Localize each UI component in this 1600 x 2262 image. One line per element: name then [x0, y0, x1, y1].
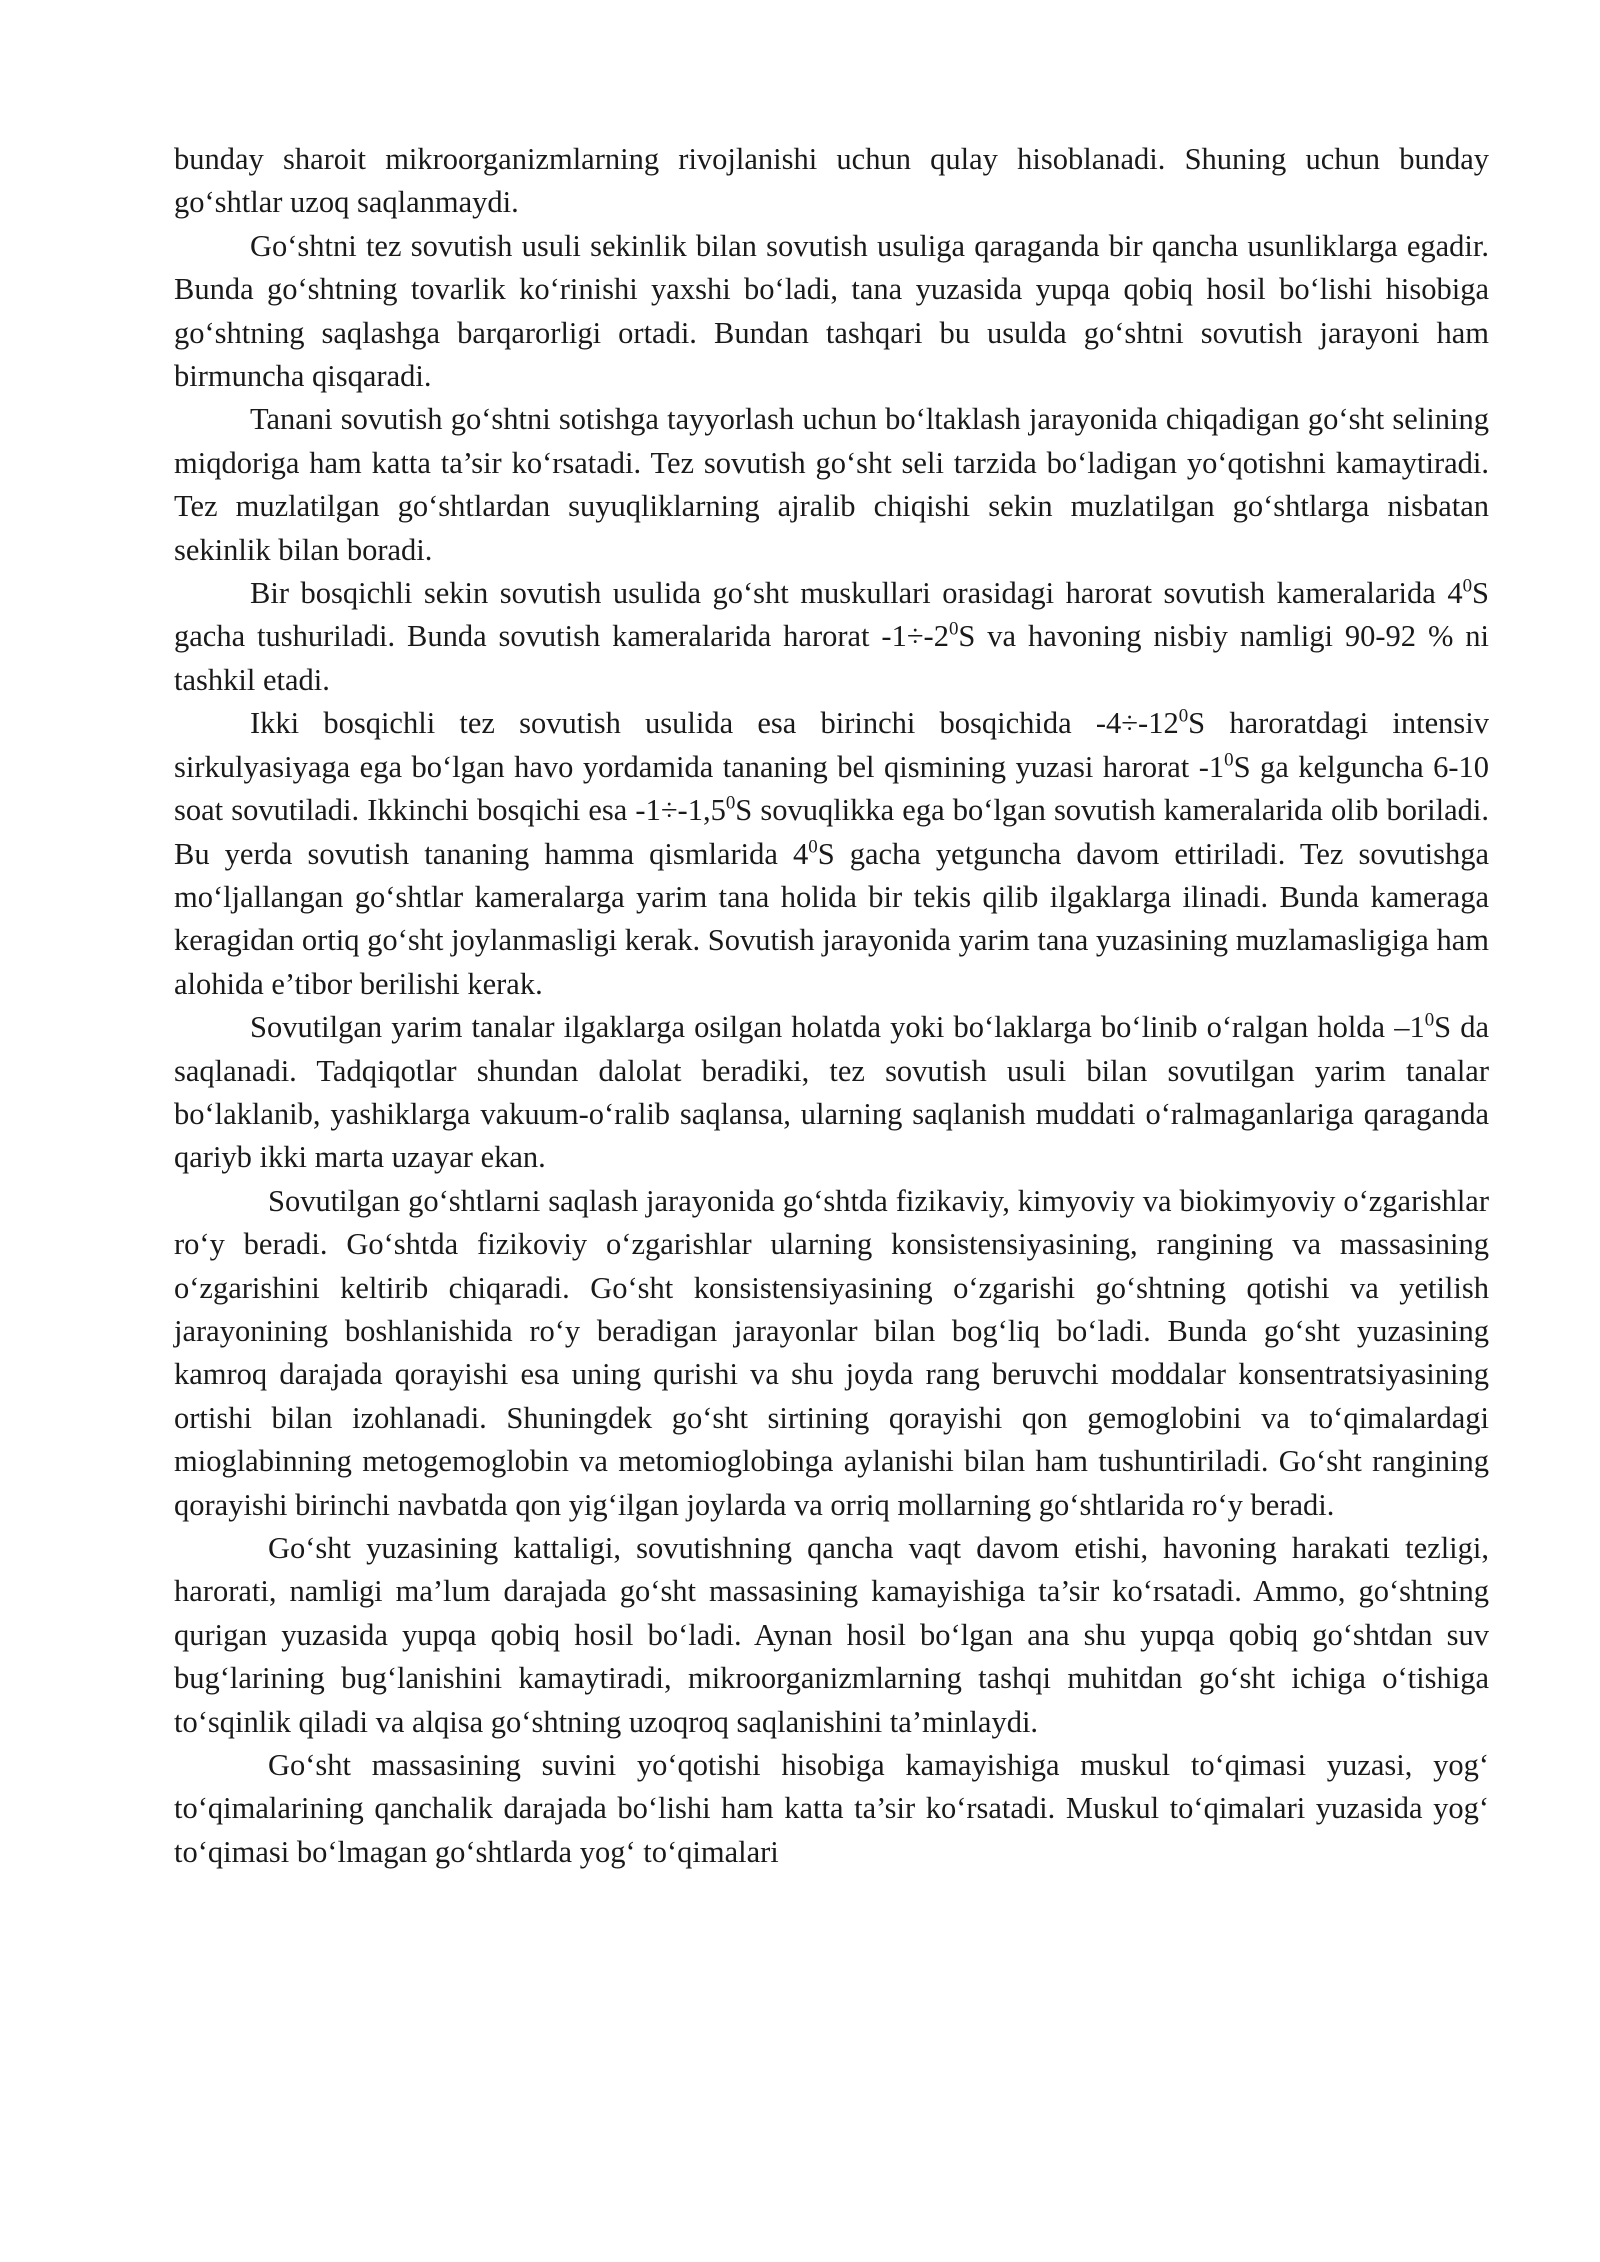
degree-superscript: 0: [725, 792, 736, 814]
text-run: S haroratdagi intensiv sirkulyasiyaga ega bo‘lgan havo yordamida tananing bel qismining yuzasi harorat -1: [174, 706, 1489, 784]
paragraph-mass-loss: [174, 1744, 1489, 1874]
text-run: Sovutilgan go‘shtlarni saqlash jarayonida go‘shtda fizikaviy, kimyoviy va biokimyoviy o‘zgarishlar ro‘y beradi. Go‘shtda fizikoviy o‘zgarishlar ularning konsistensiyasining, rangining va massasining o‘zgarishini keltirib chiqaradi. Go‘sht konsistensiyasining o‘zgarishi go‘shtning qotishi va yetilish jarayonining boshlanishida ro‘y beradigan jarayonlar bilan bog‘liq bo‘ladi. Bunda go‘sht yuzasining kamroq darajada qorayishi esa uning qurishi va shu joyda rang beruvchi moddalar konsentratsiyasining ortishi bilan izohlanadi. Shuningdek go‘sht sirtining qorayishi qon gemoglobini va to‘qimalardagi mioglabinning metogemoglobin va metomioglobinga aylanishi bilan ham tushuntiriladi. Go‘sht rangining qorayishi birinchi navbatda qon yig‘ilgan joylarda va orriq mollarning go‘shtlarida ro‘y beradi.: [174, 1183, 1489, 1522]
document-page: [174, 138, 1489, 1874]
text-run: Go‘sht yuzasining kattaligi, sovutishning qancha vaqt davom etishi, havoning harakati tezligi, harorati, namligi ma’lum darajada go‘sht massasining kamayishiga ta’sir ko‘rsatadi. Ammo, go‘shtning qurigan yuzasida yupqa qobiq hosil bo‘ladi. Aynan hosil bo‘lgan ana shu yupqa qobiq go‘shtdan suv bug‘larining bug‘lanishini kamaytiradi, mikroorganizmlarning tashqi muhitdan go‘sht ichiga o‘tishiga to‘sqinlik qiladi va alqisa go‘shtning uzoqroq saqlanishini ta’minlaydi.: [174, 1531, 1489, 1739]
degree-superscript: 0: [1462, 575, 1473, 597]
paragraph-meat-juice-loss: [174, 398, 1489, 572]
paragraph-continuation: [174, 138, 1489, 225]
text-run: S sovuqlikka ega bo‘lgan sovutish kameralarida olib boriladi. Bu yerda sovutish tananing hamma qismlarida 4: [174, 793, 1489, 871]
degree-superscript: 0: [1424, 1009, 1435, 1031]
text-run: Go‘shtni tez sovutish usuli sekinlik bilan sovutish usuliga qaraganda bir qancha usunliklarga egadir. Bunda go‘shtning tovarlik ko‘rinishi yaxshi bo‘ladi, tana yuzasida yupqa qobiq hosil bo‘lishi hisobiga go‘shtning saqlashga barqarorligi ortadi. Bundan tashqari bu usulda go‘shtni sovutish jarayoni ham birmuncha qisqaradi.: [174, 228, 1489, 394]
text-run: S ga kelguncha 6-10 soat sovutiladi. Ikkinchi bosqichi esa -1÷-1,5: [174, 749, 1489, 828]
text-run: S va havoning nisbiy namligi 90-92 % ni tashkil etadi.: [174, 619, 1489, 697]
paragraph-storage-changes: [174, 1180, 1489, 1527]
text-run: bunday sharoit mikroorganizmlarning rivojlanishi uchun qulay hisoblanadi. Shuning uchun bunday go‘shtlar uzoq saqlanmaydi.: [174, 142, 1489, 220]
text-run: Ikki bosqichli tez sovutish usulida esa birinchi bosqichida -4÷-12: [250, 706, 1179, 741]
text-run: Sovutilgan yarim tanalar ilgaklarga osilgan holatda yoki bo‘laklarga bo‘linib o‘ralgan holda –1: [250, 1010, 1425, 1045]
paragraph-surface-crust: [174, 1527, 1489, 1744]
text-run: S gacha yetguncha davom ettiriladi. Tez sovutishga mo‘ljallangan go‘shtlar kameralarga yarim tana holida bir tekis qilib ilgaklarga ilinadi. Bunda kameraga keragidan ortiq go‘sht joylanmasligi kerak. Sovutish jarayonida yarim tana yuzasining muzlamasligiga ham alohida e’tibor berilishi kerak.: [174, 836, 1489, 1001]
text-run: Bir bosqichli sekin sovutish usulida go‘sht muskullari orasidagi harorat sovutish kameralarida 4: [250, 576, 1463, 611]
text-run: Tanani sovutish go‘shtni sotishga tayyorlash uchun bo‘ltaklash jarayonida chiqadigan go‘sht selining miqdoriga ham katta ta’sir ko‘rsatadi. Tez sovutish go‘sht seli tarzida bo‘ladigan yo‘qotishni kamaytiradi. Tez muzlatilgan go‘shtlardan suyuqliklarning ajralib chiqishi sekin muzlatilgan go‘shtlarga nisbatan sekinlik bilan boradi.: [174, 402, 1489, 567]
paragraph-two-stage-cooling: [174, 702, 1489, 1006]
degree-superscript: 0: [808, 835, 818, 857]
paragraph-storage-of-halves: [174, 1006, 1489, 1180]
text-run: S da saqlanadi. Tadqiqotlar shundan dalolat beradiki, tez sovutish usuli bilan sovutilgan yarim tanalar bo‘laklanib, yashiklarga vakuum-o‘ralib saqlansa, ularning saqlanish muddati o‘ralmaganlariga qaraganda qariyb ikki marta uzayar ekan.: [174, 1010, 1490, 1175]
paragraph-fast-cooling-advantages: [174, 225, 1489, 399]
degree-superscript: 0: [948, 618, 959, 640]
paragraph-one-stage-cooling: [174, 572, 1489, 702]
degree-superscript: 0: [1224, 748, 1234, 770]
text-run: Go‘sht massasining suvini yo‘qotishi hisobiga kamayishiga muskul to‘qimasi yuzasi, yog‘ to‘qimalarining qanchalik darajada bo‘lishi ham katta ta’sir ko‘rsatadi. Muskul to‘qimalari yuzasida yog‘ to‘qimasi bo‘lmagan go‘shtlarda yog‘ to‘qimalari: [174, 1748, 1489, 1869]
text-run: S gacha tushuriladi. Bunda sovutish kameralarida harorat -1÷-2: [174, 576, 1489, 654]
degree-superscript: 0: [1178, 705, 1189, 727]
